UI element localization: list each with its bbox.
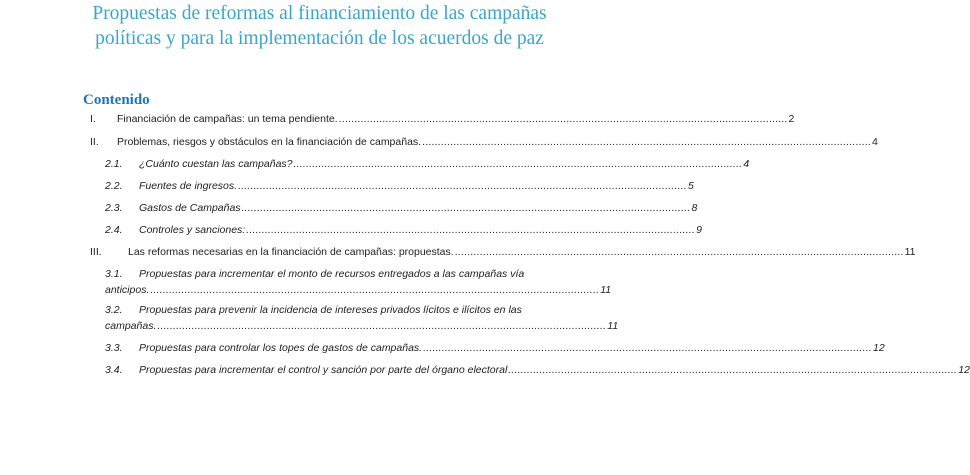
toc-entry[interactable] xyxy=(0,200,698,216)
toc-entry-text-continued: anticipos. xyxy=(105,284,150,296)
toc-entry[interactable] xyxy=(0,266,639,298)
toc-entry-text: Las reformas necesarias en la financiación de campañas: propuestas. xyxy=(128,246,454,258)
toc-entry-page: 5 xyxy=(687,180,694,192)
toc-entry-number: 3.3. xyxy=(105,342,123,354)
toc-entry[interactable] xyxy=(0,302,639,334)
toc-leader-dots: ................................................................................................................................................ xyxy=(150,284,600,296)
toc-entry-number: 3.4. xyxy=(105,364,123,376)
toc-entry-page: 11 xyxy=(904,246,916,258)
toc-entry-number: III. xyxy=(90,246,102,258)
toc-entry-number: 2.1. xyxy=(105,158,123,170)
toc-leader-dots: ................................................................................................................................................ xyxy=(508,364,958,376)
toc-entry-number: II. xyxy=(90,136,99,148)
toc-entry-page: 12 xyxy=(958,364,970,376)
toc-entry-text: Propuestas para incrementar el monto de recursos entregados a las campañas vía xyxy=(139,268,525,280)
toc-entry[interactable] xyxy=(0,222,702,238)
toc-entry-page: 4 xyxy=(743,158,750,170)
toc-entry-number: 2.3. xyxy=(105,202,123,214)
toc-leader-dots: ................................................................................................................................................ xyxy=(246,224,696,236)
toc-leader-dots: ................................................................................................................................................ xyxy=(238,180,687,192)
toc-leader-dots: ................................................................................................................................................ xyxy=(338,113,788,125)
toc-entry-number: 3.2. xyxy=(105,304,123,316)
toc-leader-dots: ................................................................................................................................................ xyxy=(422,136,871,148)
toc-entry-text: Fuentes de ingresos. xyxy=(139,180,238,192)
toc-entry-page: 9 xyxy=(696,224,702,236)
toc-leader-dots: ................................................................................................................................................ xyxy=(157,320,607,332)
toc-leader-dots: ................................................................................................................................................ xyxy=(454,246,904,258)
document-title-line-2: políticas y para la implementación de los acuerdos de paz xyxy=(95,28,544,49)
toc-entry-page: 11 xyxy=(600,284,612,296)
toc-leader-dots: ................................................................................................................................................ xyxy=(423,342,872,354)
toc-entry-text: Controles y sanciones: xyxy=(139,224,246,236)
toc-entry-number: 2.2. xyxy=(105,180,123,192)
toc-entry-page: 11 xyxy=(607,320,619,332)
toc-entry-number: 3.1. xyxy=(105,268,123,280)
toc-entry-text: Propuestas para controlar los topes de gastos de campañas. xyxy=(139,342,423,354)
toc-entry-text-continued: campañas. xyxy=(105,320,157,332)
toc-entry-text: Gastos de Campañas xyxy=(139,202,241,214)
toc-entry-page: 12 xyxy=(872,342,885,354)
toc-entry[interactable] xyxy=(0,178,694,194)
toc-entry[interactable] xyxy=(0,134,878,150)
document-title-line-1: Propuestas de reformas al financiamiento de las campañas xyxy=(92,3,547,24)
toc-entry-text: Propuestas para incrementar el control y sanción por parte del órgano electoral xyxy=(139,364,508,376)
toc-entry-page: 4 xyxy=(871,136,878,148)
toc-entry[interactable] xyxy=(0,156,750,172)
toc-entry[interactable] xyxy=(0,362,970,378)
toc-entry[interactable] xyxy=(0,340,885,356)
toc-leader-dots: ................................................................................................................................................ xyxy=(293,158,743,170)
toc-entry-text: Problemas, riesgos y obstáculos en la financiación de campañas. xyxy=(117,136,422,148)
toc-entry-page: 2 xyxy=(788,113,795,125)
toc-entry-text: ¿Cuánto cuestan las campañas? xyxy=(139,158,293,170)
toc-entry-number: 2.4. xyxy=(105,224,123,236)
toc-entry[interactable] xyxy=(0,111,795,127)
toc-entry-text: Propuestas para prevenir la incidencia de intereses privados lícitos e ilícitos en las xyxy=(139,304,522,316)
toc-entry[interactable] xyxy=(0,244,916,260)
toc-entry-page: 8 xyxy=(691,202,698,214)
toc-entry-text: Financiación de campañas: un tema pendiente. xyxy=(117,113,338,125)
toc-heading: Contenido xyxy=(83,92,150,108)
toc-entry-number: I. xyxy=(90,113,96,125)
toc-leader-dots: ................................................................................................................................................ xyxy=(241,202,691,214)
